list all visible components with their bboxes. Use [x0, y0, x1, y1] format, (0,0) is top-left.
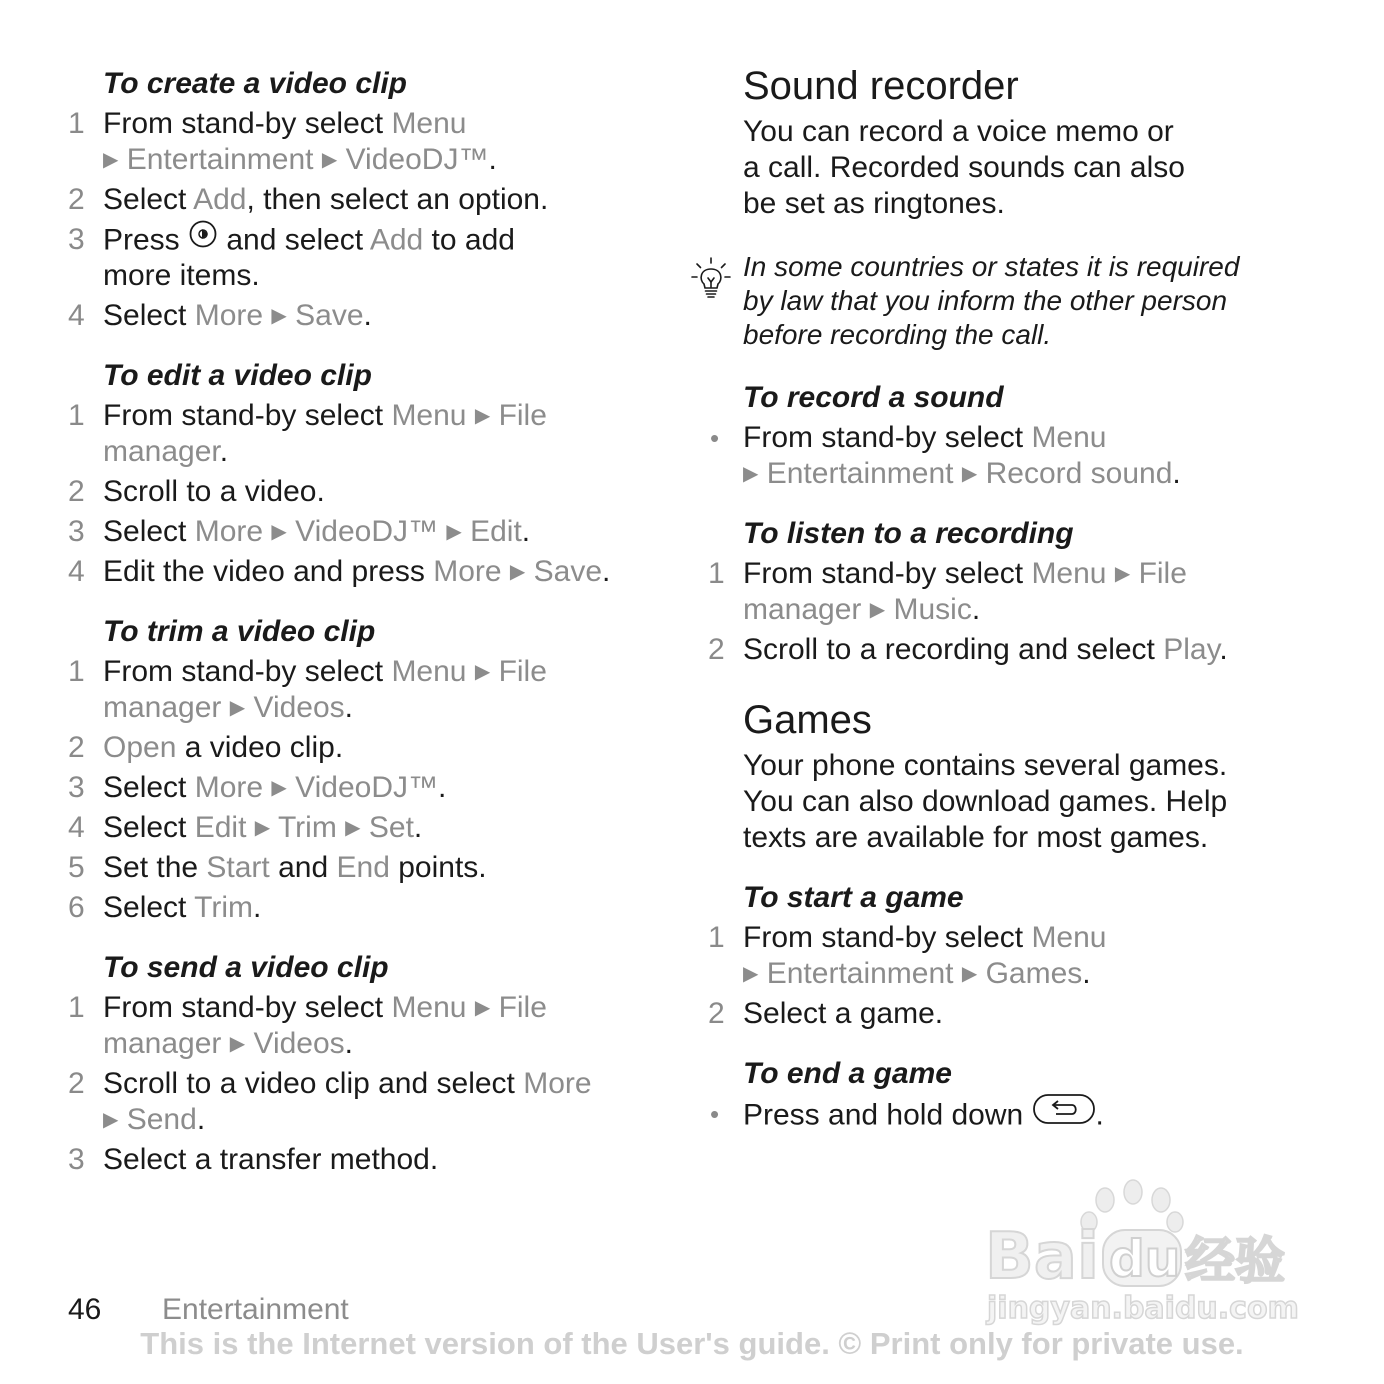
svg-text:jingyan.baidu.com: jingyan.baidu.com	[987, 1291, 1299, 1326]
start-game-title: To start a game	[743, 881, 964, 914]
send-step-2: Scroll to a video clip and select More ▶ Send.	[103, 1067, 592, 1136]
trim-step-1: From stand-by select Menu ▶ File manager ▶ Videos.	[103, 655, 547, 724]
step-number: 1	[68, 107, 85, 140]
edit-step-3: Select More ▶ VideoDJ™ ▶ Edit.	[103, 515, 531, 548]
create-step-3: Press and select Add to add more items.	[103, 222, 515, 294]
step-number: 4	[68, 555, 85, 588]
step-number: 1	[708, 557, 725, 590]
step-number: 2	[708, 633, 725, 666]
step-number: 4	[68, 299, 85, 332]
step-number: 2	[68, 731, 85, 764]
trim-clip-title: To trim a video clip	[103, 615, 376, 648]
step-number: 2	[68, 475, 85, 508]
end-game-title: To end a game	[743, 1057, 952, 1090]
step-number: 1	[68, 991, 85, 1024]
edit-step-4: Edit the video and press More ▶ Save.	[103, 555, 611, 588]
trim-step-3: Select More ▶ VideoDJ™.	[103, 771, 447, 804]
edit-step-1: From stand-by select Menu ▶ File manager.	[103, 399, 547, 468]
legal-note: In some countries or states it is required by law that you inform the other person before recording the call.	[743, 251, 1240, 350]
step-number: 3	[68, 1143, 85, 1176]
page-number: 46	[68, 1293, 102, 1326]
create-step-1: From stand-by select Menu ▶ Entertainment ▶ VideoDJ™.	[103, 107, 497, 176]
step-number: 2	[68, 183, 85, 216]
sound-recorder-intro: You can record a voice memo or a call. Recorded sounds can also be set as ringtones.	[743, 115, 1185, 220]
step-number: 1	[708, 921, 725, 954]
end-game-step: Press and hold down .	[743, 1096, 1104, 1132]
start-step-2: Select a game.	[743, 997, 944, 1030]
edit-step-2: Scroll to a video.	[103, 475, 325, 508]
record-sound-title: To record a sound	[743, 381, 1004, 414]
start-step-1: From stand-by select Menu ▶ Entertainment ▶ Games.	[743, 921, 1107, 990]
copyright-notice: This is the Internet version of the User's guide. © Print only for private use.	[140, 1326, 1244, 1361]
step-number: 2	[68, 1067, 85, 1100]
step-number: 1	[68, 399, 85, 432]
create-clip-title: To create a video clip	[103, 67, 407, 100]
bullet: •	[710, 1099, 720, 1129]
bullet: •	[710, 423, 720, 453]
svg-text:经验: 经验	[1185, 1232, 1285, 1290]
send-clip-title: To send a video clip	[103, 951, 389, 984]
trim-step-4: Select Edit ▶ Trim ▶ Set.	[103, 811, 423, 844]
listen-recording-title: To listen to a recording	[743, 517, 1074, 550]
lightbulb-icon	[690, 256, 732, 305]
sound-recorder-heading: Sound recorder	[743, 64, 1019, 108]
nav-key-icon	[188, 219, 218, 258]
svg-text:Bai: Bai	[985, 1220, 1099, 1294]
step-number: 3	[68, 223, 85, 256]
games-intro: Your phone contains several games. You can also download games. Help texts are available for most games.	[743, 749, 1228, 854]
back-key-icon	[1032, 1093, 1096, 1134]
step-number: 1	[68, 655, 85, 688]
step-number: 5	[68, 851, 85, 884]
step-number: 6	[68, 891, 85, 924]
send-step-3: Select a transfer method.	[103, 1143, 439, 1176]
edit-clip-title: To edit a video clip	[103, 359, 372, 392]
section-name: Entertainment	[162, 1293, 349, 1326]
create-step-4: Select More ▶ Save.	[103, 299, 372, 332]
listen-step-2: Scroll to a recording and select Play.	[743, 633, 1228, 666]
trim-step-6: Select Trim.	[103, 891, 262, 924]
send-step-1: From stand-by select Menu ▶ File manager ▶ Videos.	[103, 991, 547, 1060]
step-number: 3	[68, 771, 85, 804]
trim-step-2: Open a video clip.	[103, 731, 344, 764]
record-sound-step: From stand-by select Menu ▶ Entertainment ▶ Record sound.	[743, 421, 1181, 490]
create-step-2: Select Add, then select an option.	[103, 183, 549, 216]
svg-text:du: du	[1109, 1230, 1181, 1288]
games-heading: Games	[743, 698, 872, 742]
step-number: 2	[708, 997, 725, 1030]
trim-step-5: Set the Start and End points.	[103, 851, 487, 884]
step-number: 3	[68, 515, 85, 548]
baidu-watermark-logo	[985, 1178, 1315, 1328]
listen-step-1: From stand-by select Menu ▶ File manager ▶ Music.	[743, 557, 1187, 626]
step-number: 4	[68, 811, 85, 844]
